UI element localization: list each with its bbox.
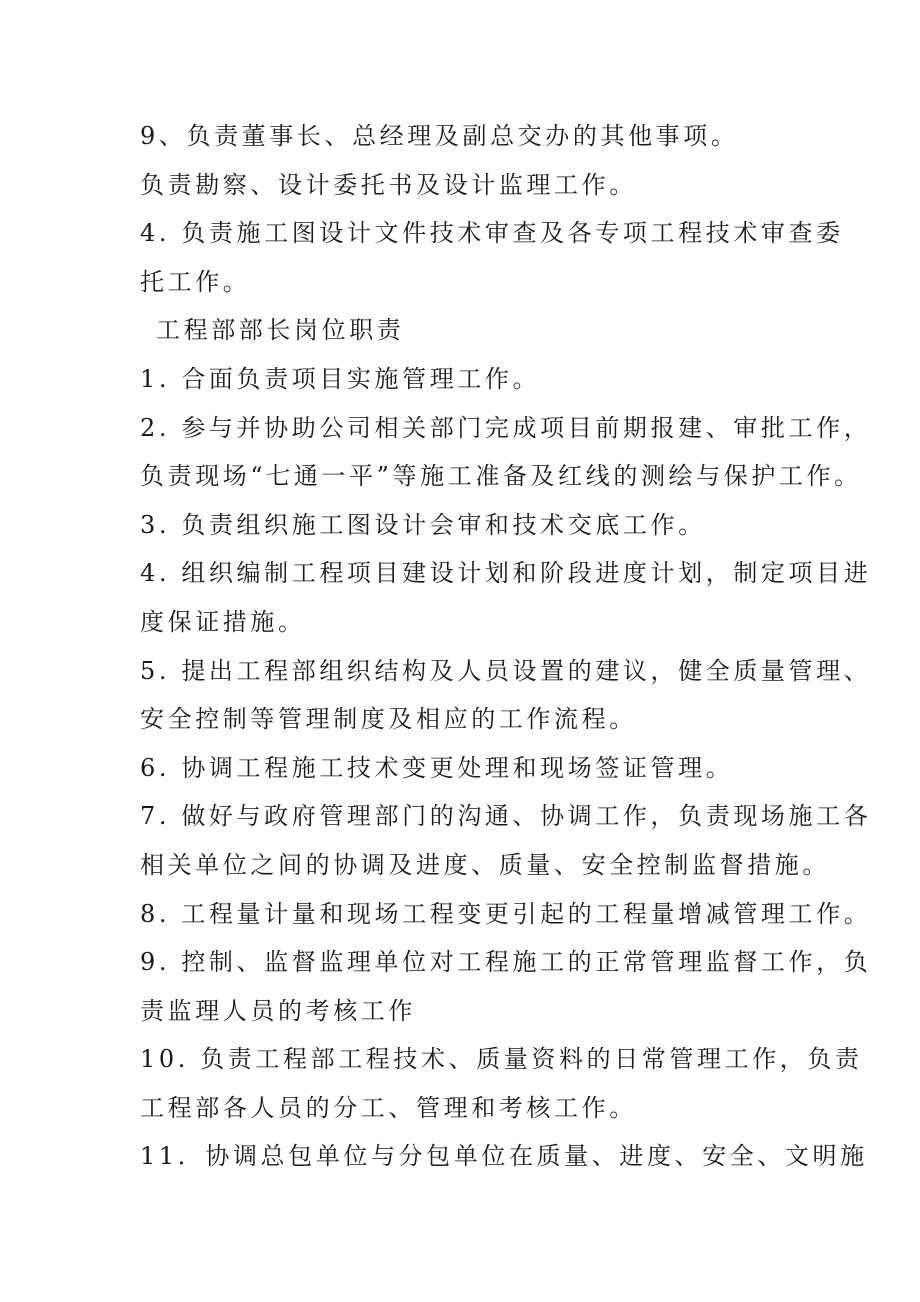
text-line: 工程部各人员的分工、管理和考核工作。 xyxy=(140,1093,637,1122)
text-line: 8. 工程量计量和现场工程变更引起的工程量增减管理工作。 xyxy=(140,899,872,928)
text-line: 相关单位之间的协调及进度、质量、安全控制监督措施。 xyxy=(140,850,830,879)
text-line: 3. 负责组织施工图设计会审和技术交底工作。 xyxy=(140,510,706,539)
text-line: 2. 参与并协助公司相关部门完成项目前期报建、审批工作， xyxy=(140,413,872,442)
text-line: 安全控制等管理制度及相应的工作流程。 xyxy=(140,705,637,734)
document-body xyxy=(140,112,872,1181)
text-line: 10. 负责工程部工程技术、质量资料的日常管理工作，负责 xyxy=(140,1045,863,1074)
text-line: 责监理人员的考核工作 xyxy=(140,996,416,1025)
text-line: 9. 控制、监督监理单位对工程施工的正常管理监督工作，负 xyxy=(140,948,872,977)
text-line: 6. 协调工程施工技术变更处理和现场签证管理。 xyxy=(140,753,734,782)
text-line: 4. 负责施工图设计文件技术审查及各专项工程技术审查委 xyxy=(140,219,844,248)
text-line: 7. 做好与政府管理部门的沟通、协调工作，负责现场施工各 xyxy=(140,802,872,831)
text-line: 1. 合面负责项目实施管理工作。 xyxy=(140,364,541,393)
text-line: 9、负责董事长、总经理及副总交办的其他事项。 xyxy=(140,122,739,150)
text-line: 度保证措施。 xyxy=(140,607,306,636)
section-heading: 工程部部长岗位职责 xyxy=(156,316,405,345)
text-line: 负责勘察、设计委托书及设计监理工作。 xyxy=(140,170,637,199)
text-line: 托工作。 xyxy=(140,267,251,296)
text-line: 11．协调总包单位与分包单位在质量、进度、安全、文明施 xyxy=(140,1142,868,1171)
text-line: 4. 组织编制工程项目建设计划和阶段进度计划，制定项目进 xyxy=(140,559,872,588)
text-line: 5. 提出工程部组织结构及人员设置的建议，健全质量管理、 xyxy=(140,656,872,685)
text-line: 负责现场“七通一平”等施工准备及红线的测绘与保护工作。 xyxy=(140,462,862,491)
